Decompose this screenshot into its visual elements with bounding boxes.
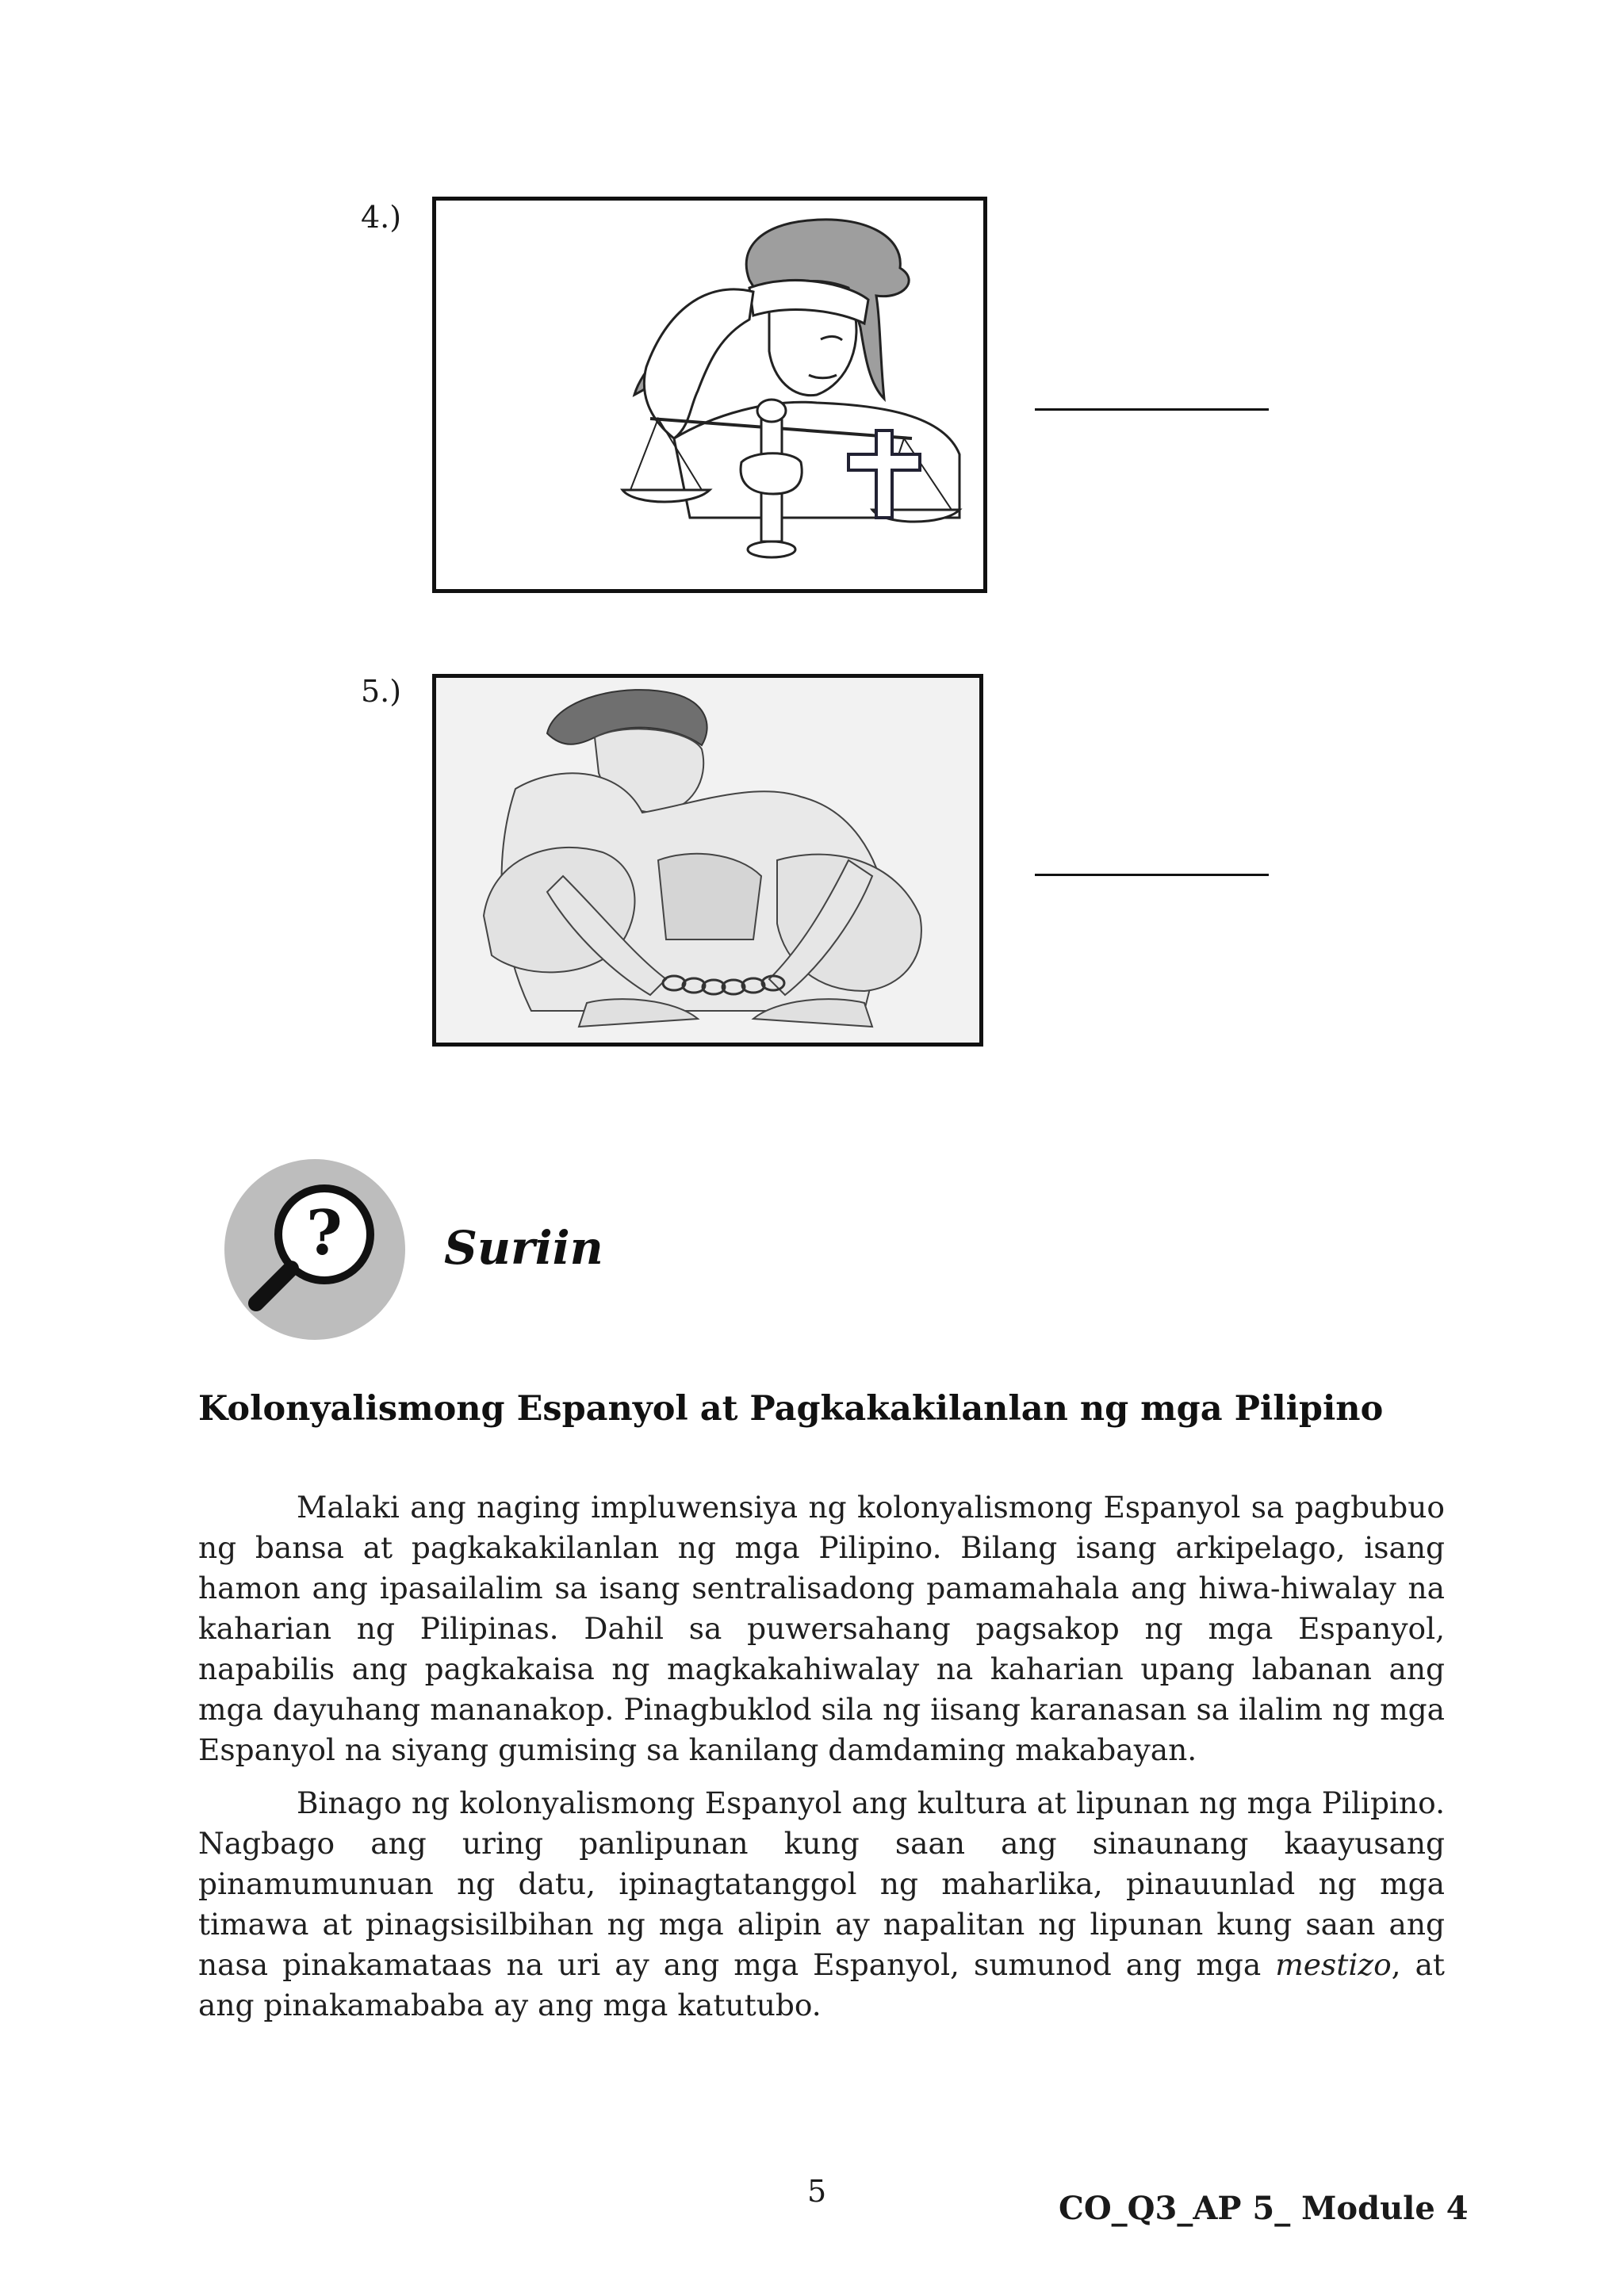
page-number: 5 — [807, 2174, 827, 2209]
term-mestizo: mestizo — [1275, 1947, 1392, 1982]
paragraph-2 — [198, 1783, 1445, 2026]
image-justice-figure — [432, 197, 987, 593]
item-number-4: 4.) — [361, 200, 402, 235]
paragraph-2-part-a: Binago ng kolonyalismong Espanyol ang kultura at lipunan ng mga Pilipino. Nagbago ang uring panlipunan kung saan ang sinaunang kaayusang pinamumunuan ng datu, ipinagtatanggol ng maharlika, pinauunlad ng mga timawa at pinagsisilbihan ng mga alipin ay napalitan ng lipunan kung saan ang nasa pinakamataas na uri ay ang mga Espanyol, sumunod ang mga — [198, 1785, 1445, 1982]
lesson-heading: Kolonyalismong Espanyol at Pagkakakilanlan ng mga Pilipino — [198, 1389, 1384, 1429]
svg-text:?: ? — [306, 1197, 343, 1269]
item-number-5: 5.) — [361, 674, 402, 709]
section-icon-badge — [224, 1159, 405, 1340]
section-title: Suriin — [444, 1221, 603, 1275]
paragraph-2-part-b: , at ang pinakamababa ay ang mga katutubo. — [198, 1947, 1445, 2022]
answer-blank-4 — [1035, 408, 1269, 411]
body-text — [198, 1487, 1445, 2026]
magnifying-glass-question-icon — [224, 1159, 405, 1340]
shackled-man-illustration — [436, 678, 979, 1043]
image-shackled-man — [432, 674, 983, 1047]
justice-illustration — [436, 201, 983, 589]
answer-blank-5 — [1035, 874, 1269, 876]
module-code: CO_Q3_AP 5_ Module 4 — [1059, 2190, 1469, 2227]
paragraph-1: Malaki ang naging impluwensiya ng kolonyalismong Espanyol sa pagbubuo ng bansa at pagkakakilanlan ng mga Pilipino. Bilang isang arkipelago, isang hamon ang ipasailalim sa isang sentralisadong pamamahala ang hiwa-hiwalay na kaharian ng Pilipinas. Dahil sa puwersahang pagsakop ng mga Espanyol, napabilis ang pagkakaisa ng magkakahiwalay na kaharian upang labanan ang mga dayuhang mananakop. Pinagbuklod sila ng iisang karanasan sa ilalim ng mga Espanyol na siyang gumising sa kanilang damdaming makabayan. — [198, 1490, 1445, 1767]
